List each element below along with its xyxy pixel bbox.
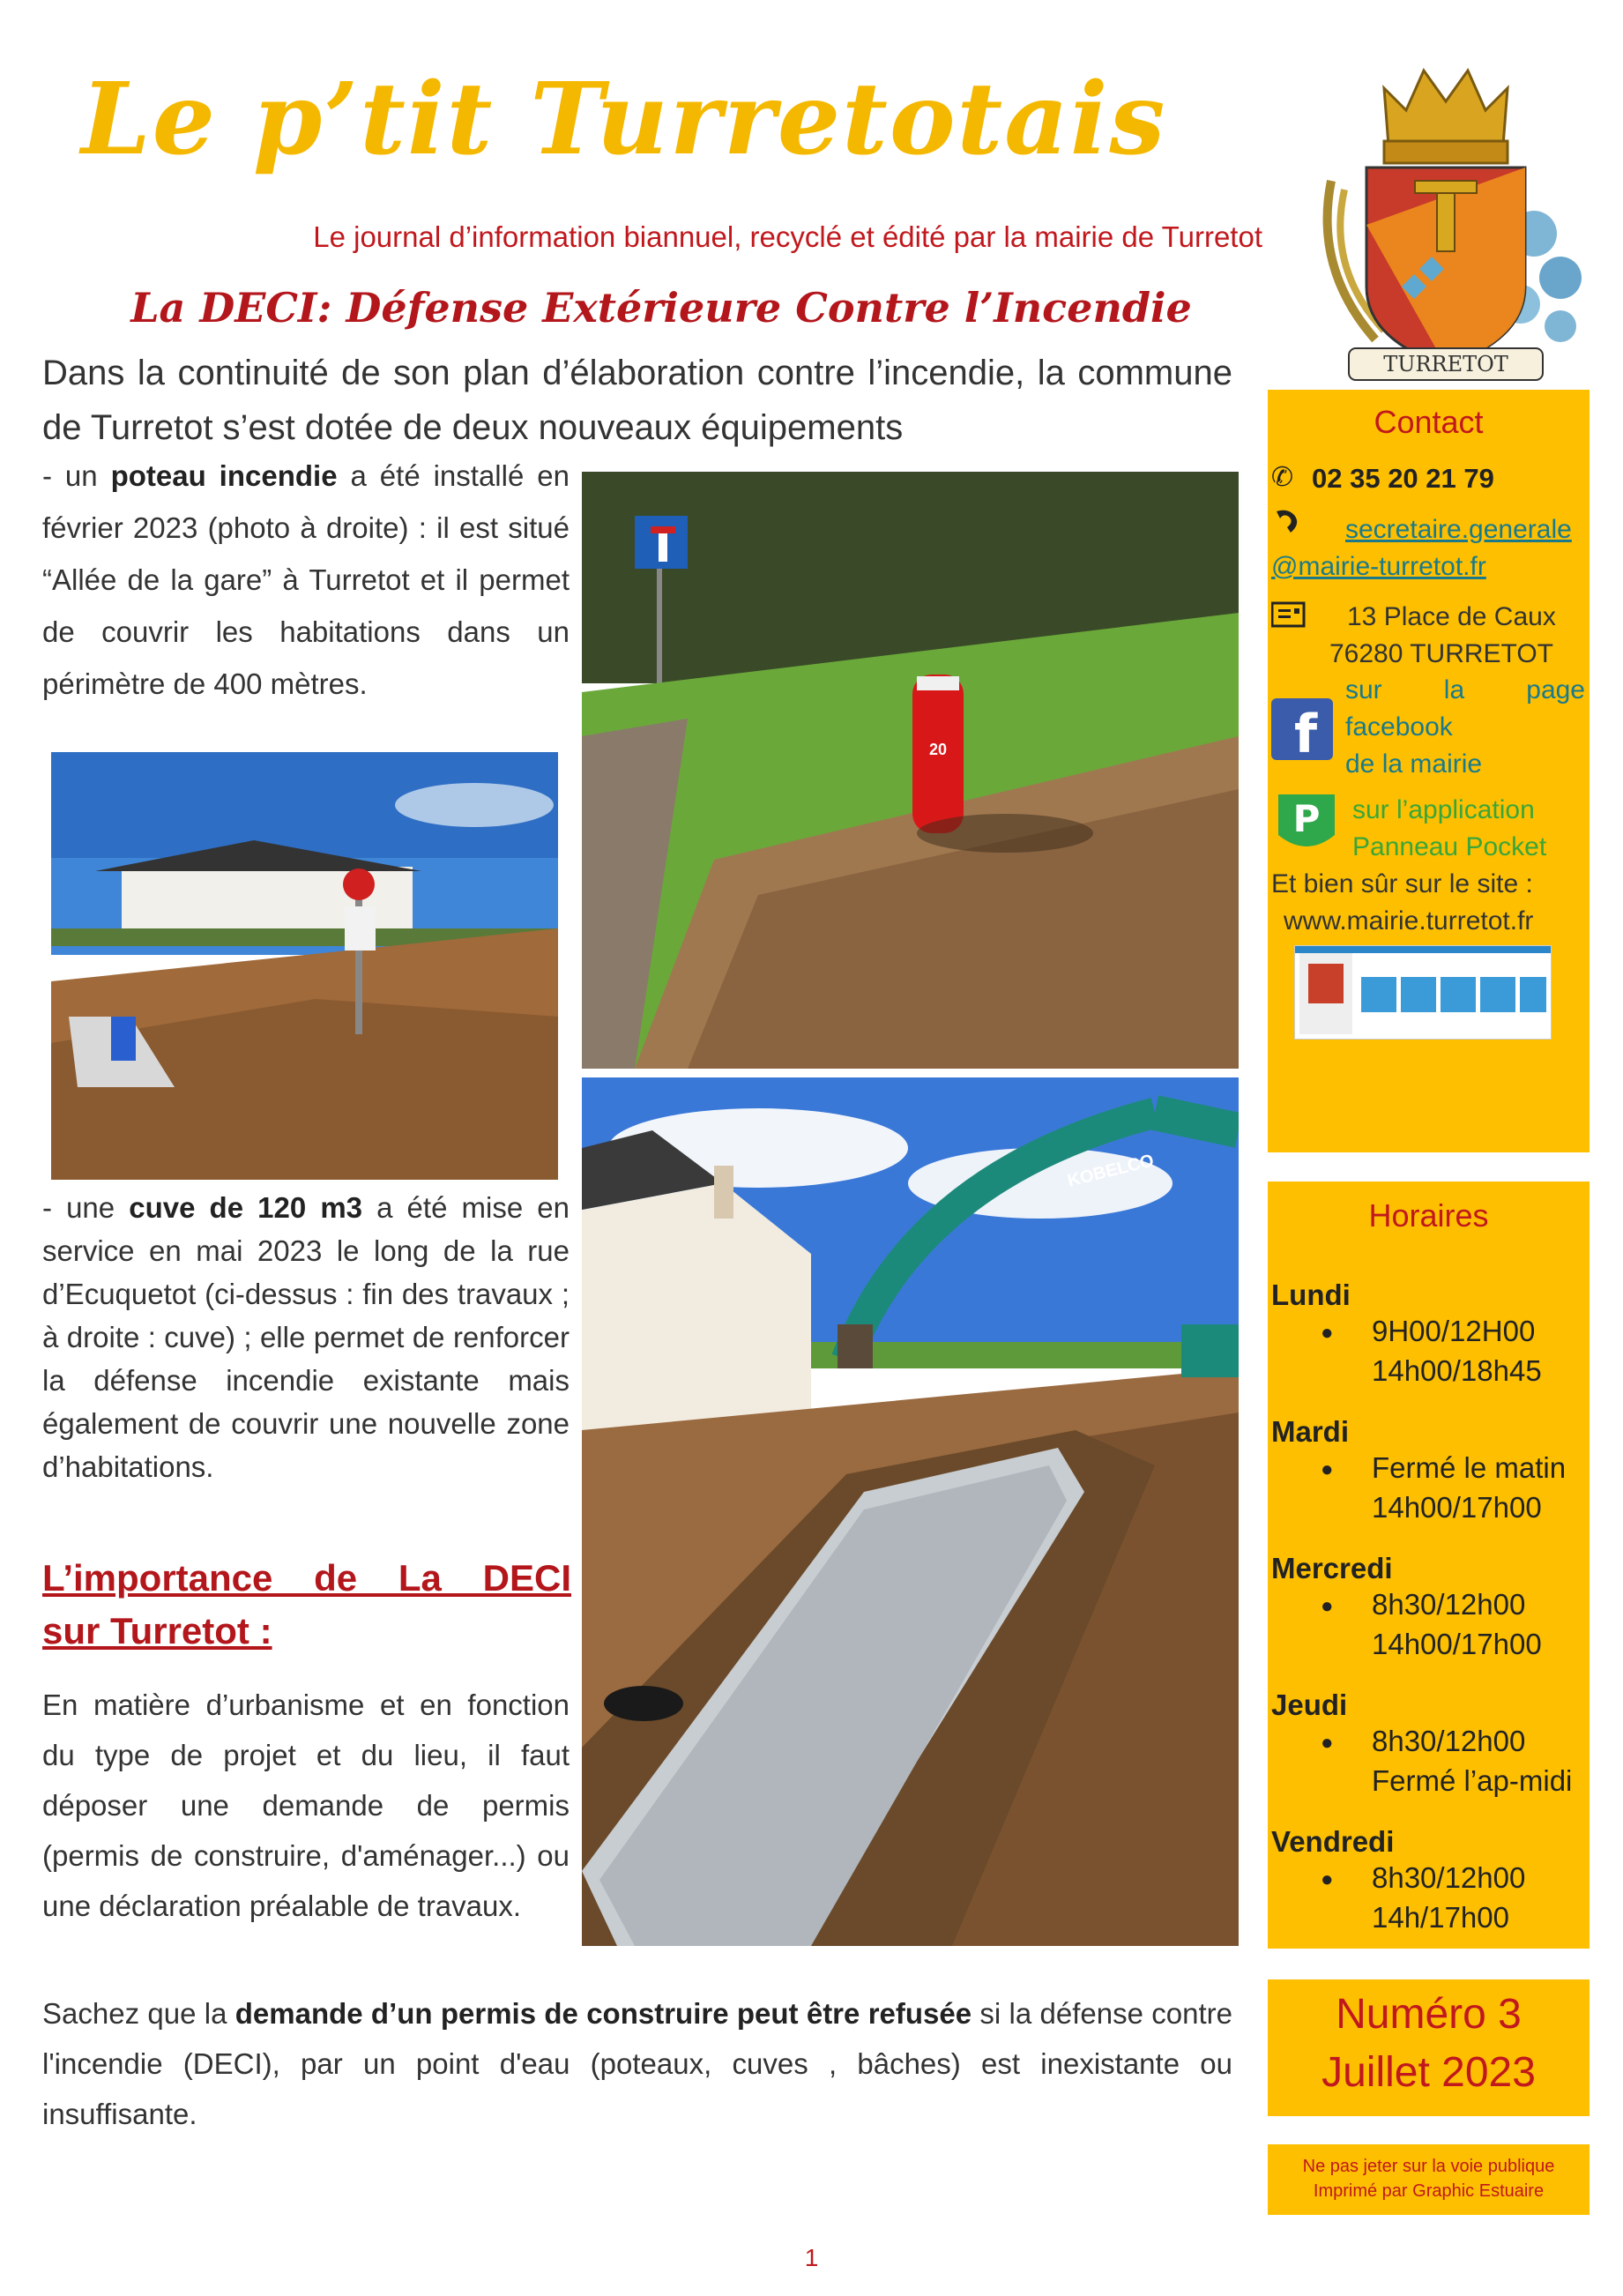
contact-phone: 02 35 20 21 79 (1312, 463, 1494, 494)
contact-panel (1268, 390, 1589, 1152)
hours-day-monday: Lundi (1271, 1278, 1351, 1311)
hours-heading: Horaires (1368, 1197, 1489, 1234)
hours-thursday-line1: 8h30/12h00 (1372, 1725, 1526, 1757)
contact-address-line2: 76280 TURRETOT (1329, 639, 1553, 668)
paragraph-tank: - une cuve de 120 m3 a été mise en service en mai 2023 le long de la rue d’Ecuquetot (ci-dessus : fin des travaux ; à droite : cuve) ; elle permet de renforcer la défense incendie existante mais également de couvrir une nouvelle zone d’habitations. (42, 1191, 570, 1483)
importance-subheading (42, 1552, 571, 1658)
website-thumbnail (1294, 945, 1552, 1040)
issue-box (1268, 1979, 1589, 2116)
photo-end-of-works (51, 752, 558, 1180)
contact-site-url[interactable]: www.mairie.turretot.fr (1284, 906, 1534, 936)
footer-note (1268, 2144, 1589, 2215)
article-intro: Dans la continuité de son plan d’élaboration contre l’incendie, la commune de Turretot s’est dotée de deux nouveaux équipements (42, 354, 1232, 447)
issue-number: Numéro 3 (1336, 1991, 1522, 2038)
bullet-icon: ● (1321, 1321, 1334, 1345)
contact-address-line1: 13 Place de Caux (1347, 602, 1556, 631)
hours-day-thursday: Jeudi (1271, 1688, 1348, 1721)
subheading-line2: sur Turretot : (42, 1610, 272, 1651)
hours-panel (1268, 1182, 1589, 1949)
bullet-icon: ● (1321, 1731, 1334, 1755)
contact-facebook-line1: sur la page (1345, 675, 1585, 704)
footer-note-line2: Imprimé par Graphic Estuaire (1313, 2181, 1545, 2201)
footer-note-line1: Ne pas jeter sur la voie publique (1302, 2157, 1555, 2176)
hours-day-friday: Vendredi (1271, 1825, 1395, 1858)
facebook-icon: f (1271, 698, 1333, 760)
town-crest-logo (1296, 48, 1596, 388)
hours-day-tuesday: Mardi (1271, 1415, 1350, 1448)
article-heading: La DECI: Défense Extérieure Contre l’Incendie (130, 284, 1192, 332)
contact-facebook-line2: facebook (1345, 712, 1453, 742)
paragraph-permit-warning: Sachez que la demande d’un permis de construire peut être refusée si la défense contre l'incendie (DECI), par un point d'eau (poteaux, cuves , bâches) est inexistante ou insuffisante. (42, 1997, 1232, 2130)
hours-friday-line2: 14h/17h00 (1372, 1901, 1509, 1934)
subheading-line1: L’importance de La DECI (42, 1557, 571, 1599)
contact-facebook-line3: de la mairie (1345, 749, 1483, 779)
panneau-pocket-icon (1271, 791, 1342, 854)
contact-pocket-line2: Panneau Pocket (1352, 832, 1547, 861)
excavator-brand-label: KOBELCO (1065, 1151, 1157, 1191)
email-icon (1271, 508, 1303, 536)
hours-day-wednesday: Mercredi (1271, 1552, 1393, 1584)
contact-email-line2[interactable]: @mairie-turretot.fr (1271, 552, 1486, 581)
page-number: 1 (804, 2244, 819, 2271)
contact-site-label: Et bien sûr sur le site : (1271, 869, 1533, 898)
contact-heading: Contact (1374, 404, 1484, 440)
newspaper-subtitle: Le journal d’information biannuel, recyclé et édité par la mairie de Turretot (313, 220, 1262, 253)
hours-monday-line2: 14h00/18h45 (1372, 1354, 1542, 1387)
hours-tuesday-line1: Fermé le matin (1372, 1451, 1567, 1484)
hydrant-bold: poteau incendie (110, 459, 338, 492)
hours-monday-line1: 9H00/12H00 (1372, 1315, 1536, 1347)
photo-water-tank-installation (582, 1077, 1239, 1946)
newspaper-title: Le p’tit Turretotais (81, 62, 1167, 177)
svg-text:P: P (1292, 797, 1321, 840)
phone-icon: ✆ (1271, 463, 1294, 492)
paragraph-hydrant: - un poteau incendie a été installé en février 2023 (photo à droite) : il est situé “Allée de la gare” à Turretot et il permet de couvrir les habitations dans un périmètre de 400 mètres. (42, 459, 570, 700)
tank-bold: cuve de 120 m3 (129, 1191, 363, 1224)
photo-red-fire-hydrant (582, 472, 1239, 1069)
hours-tuesday-line2: 14h00/17h00 (1372, 1491, 1542, 1524)
mailbox-icon (1271, 601, 1307, 628)
hours-friday-line1: 8h30/12h00 (1372, 1861, 1526, 1894)
contact-pocket-line1: sur l’application (1352, 795, 1535, 824)
bullet-icon: ● (1321, 1594, 1334, 1618)
hours-wednesday-line1: 8h30/12h00 (1372, 1588, 1526, 1621)
paragraph-urbanism: En matière d’urbanisme et en fonction du type de projet et du lieu, il faut déposer une demande de permis (permis de construire, d'aménager...) ou une déclaration préalable de travaux. (42, 1688, 570, 1922)
permit-bold: demande d’un permis de construire peut être refusée (235, 1997, 972, 2030)
bullet-icon: ● (1321, 1867, 1334, 1891)
hours-wednesday-line2: 14h00/17h00 (1372, 1628, 1542, 1660)
hours-thursday-line2: Fermé l’ap-midi (1372, 1764, 1573, 1797)
issue-date: Juillet 2023 (1321, 2049, 1536, 2096)
contact-email-line1[interactable]: secretaire.generale (1345, 515, 1572, 544)
crest-banner-label: TURRETOT (1383, 352, 1508, 376)
bullet-icon: ● (1321, 1457, 1334, 1481)
hydrant-number-label: 20 (928, 741, 948, 758)
